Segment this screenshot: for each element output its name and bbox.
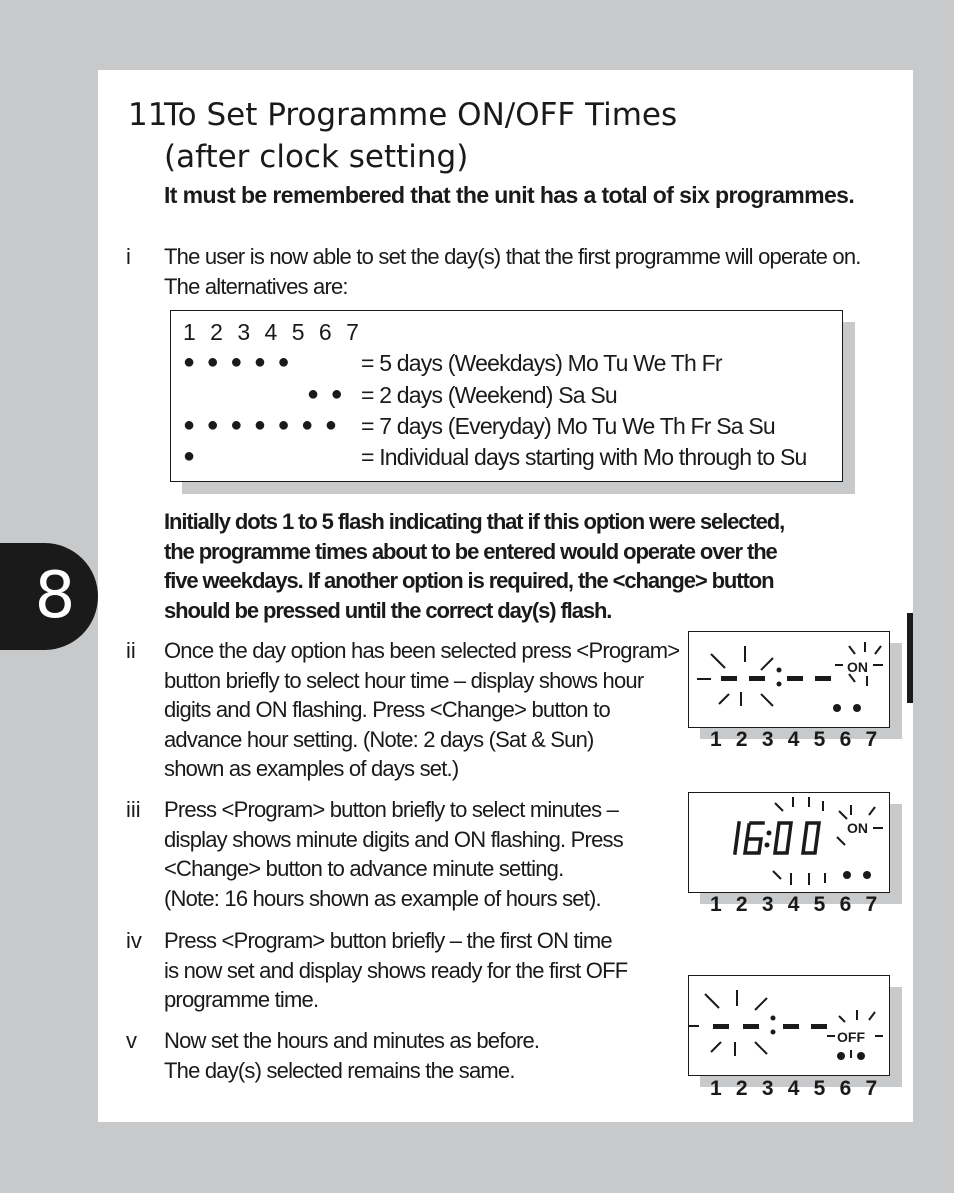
text-line: digits and ON flashing. Press <Change> button to <box>164 697 610 722</box>
page-edge-marker <box>907 613 913 703</box>
lcd-day-numbers: 1 2 3 4 5 6 7 <box>710 1077 882 1100</box>
text-line: The day(s) selected remains the same. <box>164 1057 515 1083</box>
manual-page <box>98 70 913 1122</box>
lcd-display-minute <box>688 792 890 893</box>
lcd-mode-label: OFF <box>837 1029 865 1045</box>
step-ii-text <box>164 636 679 784</box>
lcd-off-flash-graphic <box>689 976 889 1075</box>
lcd-day-numbers: 1 2 3 4 5 6 7 <box>710 893 882 916</box>
text-line: advance hour setting. (Note: 2 days (Sat & Sun) <box>164 726 594 752</box>
chapter-tab-number: 8 <box>34 559 76 633</box>
lcd-display-off <box>688 975 890 1076</box>
lcd-display-hour <box>688 631 890 728</box>
text-line: should be pressed until the correct day(s) flash. <box>164 597 612 623</box>
lcd-minute-flash-graphic <box>689 793 889 892</box>
day-header: 1 2 3 4 5 6 7 <box>183 319 363 345</box>
dots-everyday: ● ● ● ● ● ● ● <box>183 414 340 436</box>
step-iii-text <box>164 795 623 913</box>
step-i-numeral: i <box>126 244 131 269</box>
step-iv-text <box>164 926 627 1015</box>
lcd-hour-flash-graphic <box>689 632 889 727</box>
text-line: is now set and display shows ready for the first OFF <box>164 957 628 983</box>
text-line: button briefly to select hour time – display shows hour <box>164 667 644 693</box>
chapter-tab <box>0 543 98 650</box>
dots-weekend: ● ● <box>307 383 346 405</box>
lcd-mode-label: ON <box>847 820 868 836</box>
step-ii-numeral: ii <box>126 638 136 663</box>
row-everyday: = 7 days (Everyday) Mo Tu We Th Fr Sa Su <box>361 413 775 439</box>
text-line: Once the day option has been selected press <Program> <box>164 638 680 663</box>
row-individual: = Individual days starting with Mo through to Su <box>361 444 807 470</box>
text-line: Now set the hours and minutes as before. <box>164 1028 540 1053</box>
text-line: shown as examples of days set.) <box>164 756 459 781</box>
step-iii-numeral: iii <box>126 797 141 822</box>
lcd-mode-label: ON <box>847 659 868 675</box>
text-line: Press <Program> button briefly to select minutes – <box>164 797 619 822</box>
flash-note <box>164 507 784 625</box>
text-line: Initially dots 1 to 5 flash indicating that if this option were selected, <box>164 509 785 534</box>
dots-weekdays: ● ● ● ● ● <box>183 351 293 373</box>
row-weekend: = 2 days (Weekend) Sa Su <box>361 382 617 408</box>
programmes-note: It must be remembered that the unit has a total of six programmes. <box>164 182 855 208</box>
section-subtitle: (after clock setting) <box>164 139 469 175</box>
text-line: the programme times about to be entered would operate over the <box>164 538 777 564</box>
section-title: To Set Programme ON/OFF Times <box>164 97 678 133</box>
step-i-text <box>164 242 861 301</box>
text-line: Press <Program> button briefly – the first ON time <box>164 928 612 953</box>
text-line: <Change> button to advance minute setting. <box>164 856 564 881</box>
step-v-numeral: v <box>126 1028 137 1053</box>
text-line: programme time. <box>164 987 319 1012</box>
section-number: 11 <box>128 97 168 133</box>
dots-individual: ● <box>183 445 196 467</box>
step-v-text <box>164 1026 539 1085</box>
text-line: display shows minute digits and ON flashing. Press <box>164 826 623 852</box>
text-line: five weekdays. If another option is required, the <change> button <box>164 568 774 593</box>
text-line: The alternatives are: <box>164 273 348 299</box>
lcd-day-numbers: 1 2 3 4 5 6 7 <box>710 728 882 751</box>
step-iv-numeral: iv <box>126 928 142 953</box>
text-line: (Note: 16 hours shown as example of hours set). <box>164 885 601 911</box>
row-weekdays: = 5 days (Weekdays) Mo Tu We Th Fr <box>361 350 722 376</box>
days-table <box>170 310 843 482</box>
text-line: The user is now able to set the day(s) that the first programme will operate on. <box>164 244 861 269</box>
